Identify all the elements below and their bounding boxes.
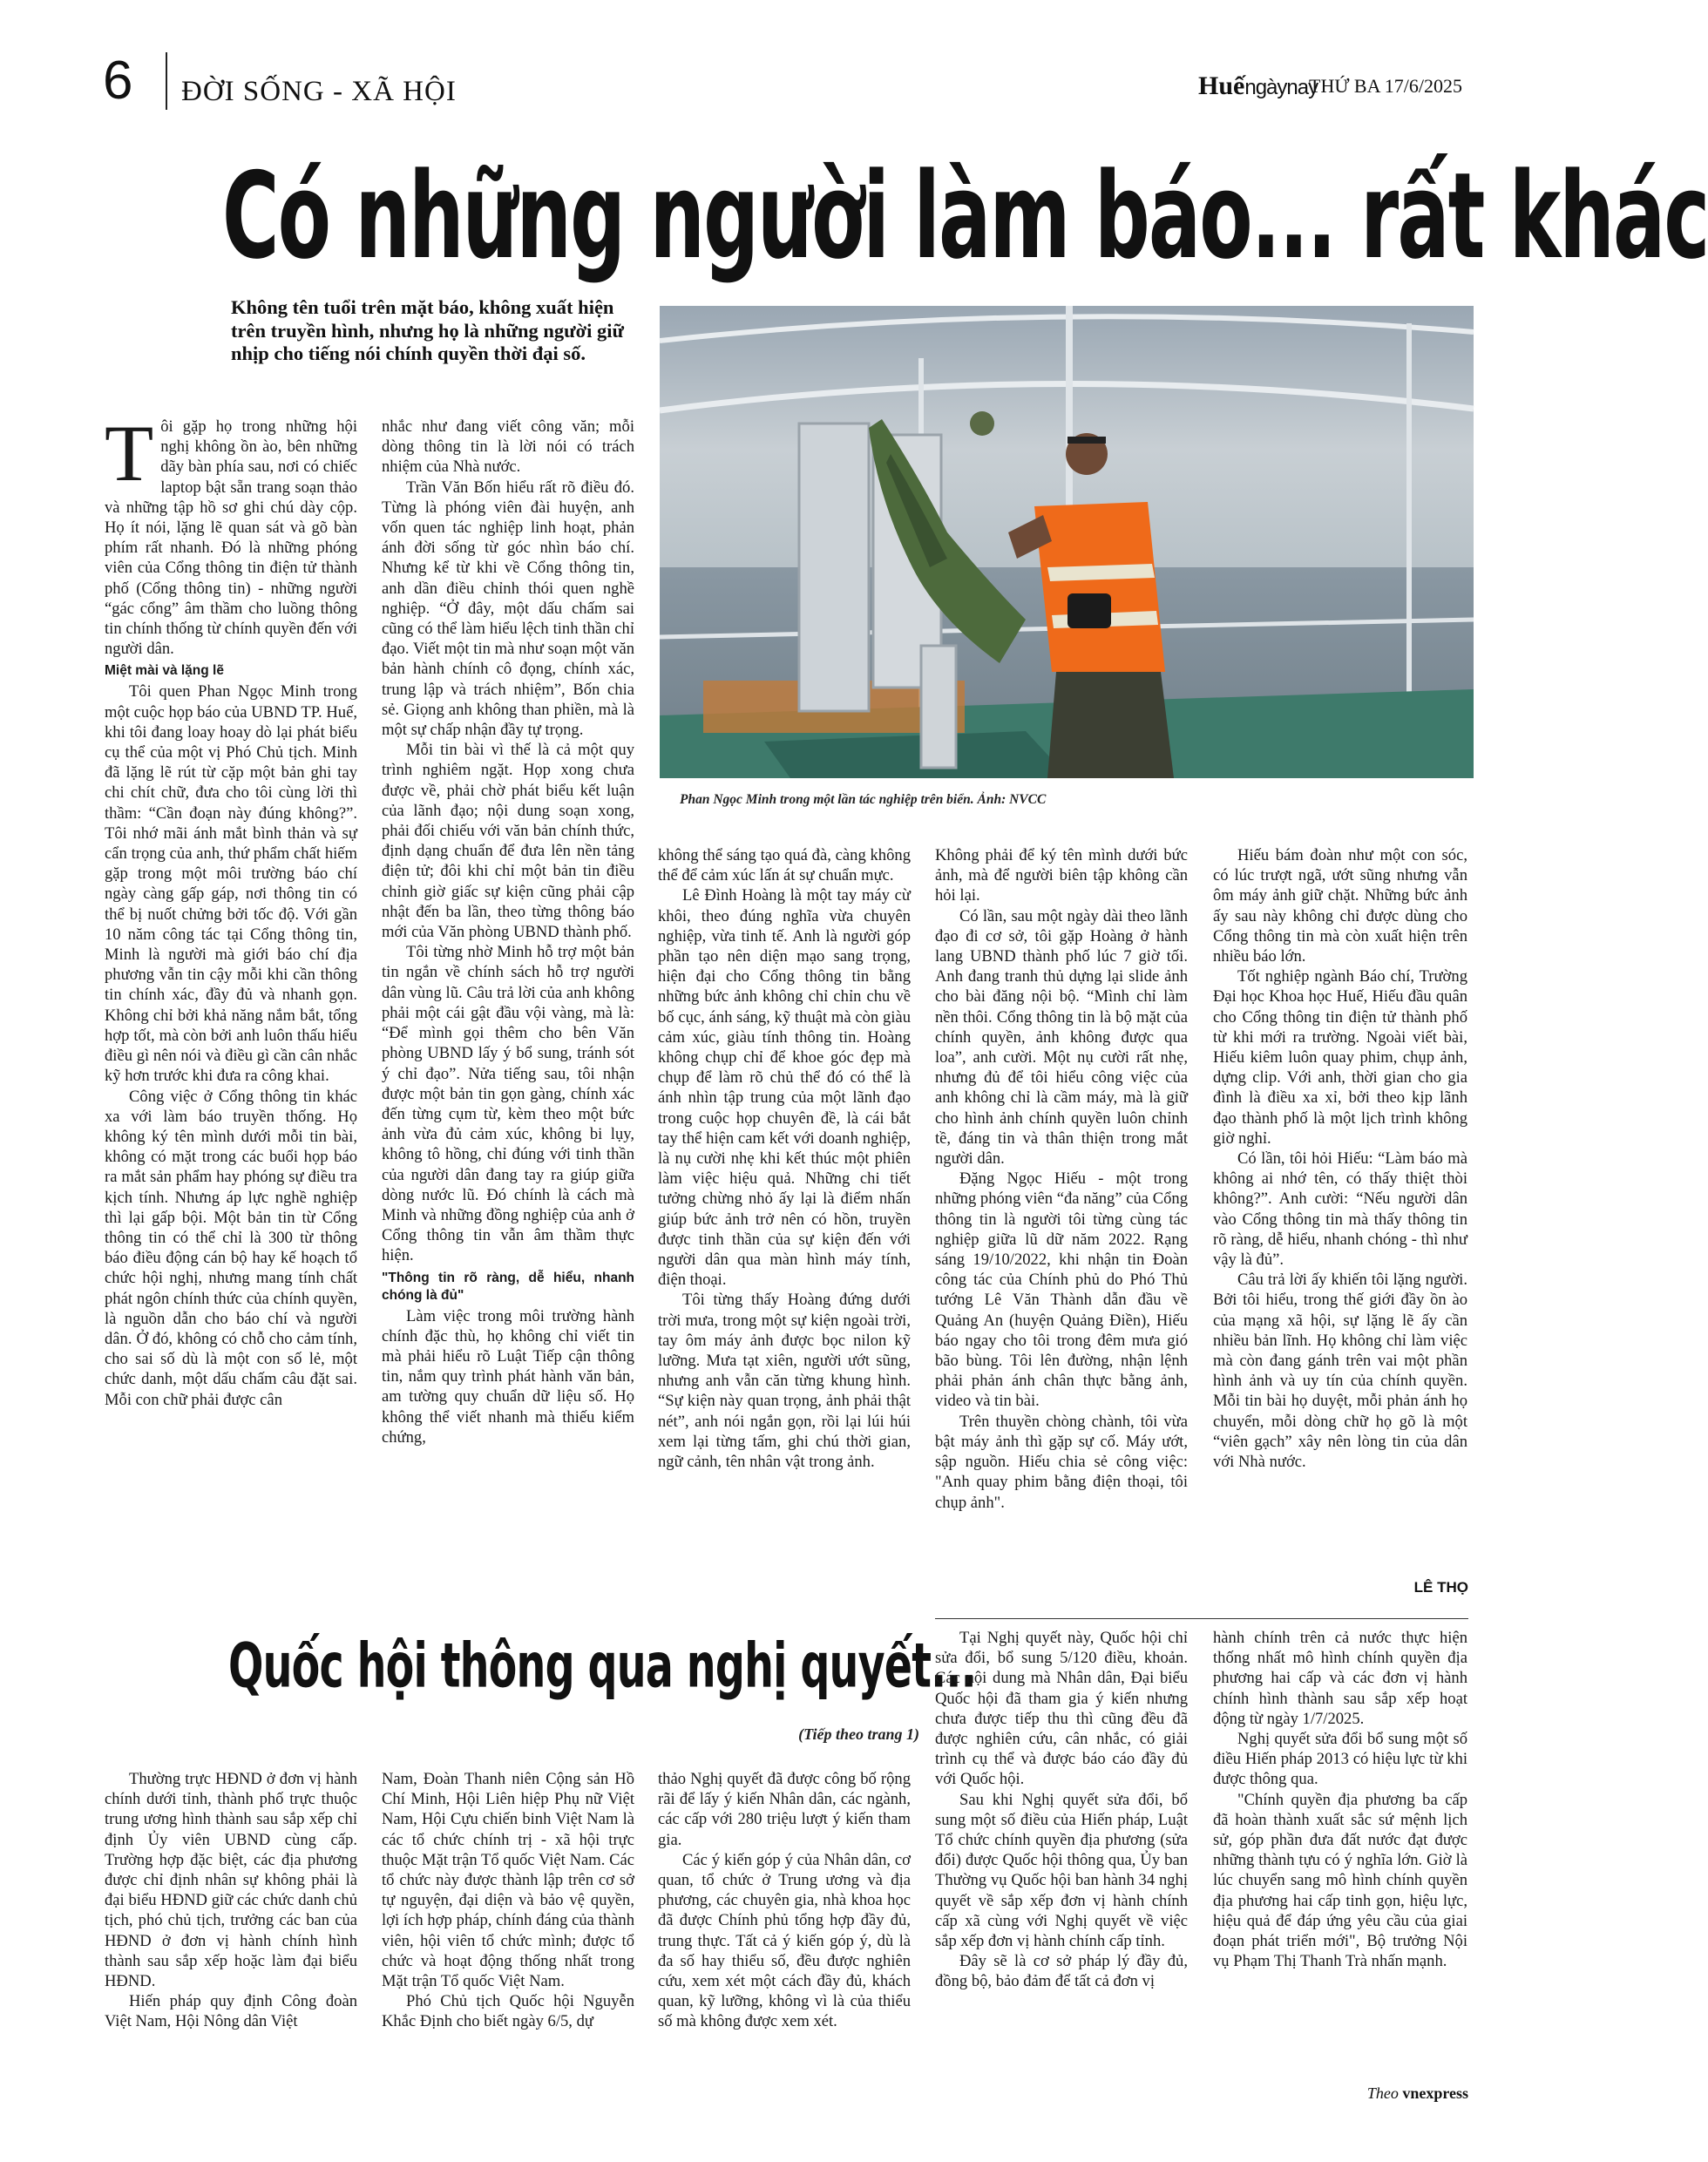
brand-hue: Huế [1198, 71, 1245, 100]
article1-col1 [105, 409, 357, 1603]
article1-col5-para2: Tốt nghiệp ngành Báo chí, Trường Đại học Khoa học Huế, Hiếu đầu quân cho Cổng thông tin điện tử thành phố từ khi mới ra trường. Ngoài viết bài, Hiếu kiêm luôn quay phim, chụp ảnh, dựng clip. Với anh, thời gian cho gia đình là điều xa xỉ, bởi theo kịp lãnh đạo thành phố là một lịch trình không giờ nghỉ. [1213, 967, 1467, 1148]
article1-col5-para3: Có lần, tôi hỏi Hiếu: “Làm báo mà không ai nhớ tên, có thấy thiệt thòi không?”. Anh cười: “Nếu người dân vào Cổng thông tin mà thấy thông tin rõ ràng, dễ hiểu, nhanh chóng - thì như vậy là đủ”. [1213, 1149, 1467, 1270]
page-number: 6 [103, 51, 133, 111]
article1-col4-para1: Không phải để ký tên mình dưới bức ảnh, mà để người biên tập không cần hỏi lại. [935, 846, 1188, 905]
article1-col1-para2: Tôi quen Phan Ngọc Minh trong một cuộc họp báo của UBND TP. Huế, khi tôi đang loay hoay dò lại phát biểu cụ thể của một vị Phó Chủ tịch. Minh đã lặng lẽ rút từ cặp một bản ghi tay chi chít chữ, đưa cho tôi cùng lời thì thầm: “Cần đoạn này đúng không?”. Tôi nhớ mãi ánh mắt bình thản và sự cẩn trọng của anh, thứ phẩm chất hiếm gặp trong một môi trường báo chí ngày càng gấp gáp, nơi thông tin có thể bị nuốt chửng bởi tốc độ. Với gần 10 năm công tác tại Cổng thông tin, Minh là người mà giới báo chí địa phương vẫn tin cậy mỗi khi cần thông tin chính xác, đầy đủ và nhanh gọn. Không chỉ bởi khả năng nắm bắt, tổng hợp tốt, mà còn bởi anh luôn thấu hiểu điều gì nên nói và điều gì cần cân nhắc kỹ hơn trước khi đưa ra công khai. [105, 682, 357, 1086]
article1-col4-para4: Trên thuyền chòng chành, tôi vừa bật máy ảnh thì gặp sự cố. Máy ướt, sập nguồn. Hiếu chia sẻ công việc: "Anh quay phim bằng điện thoại, tôi chụp ảnh". [935, 1412, 1188, 1512]
source-prefix: Theo [1366, 2084, 1399, 2102]
article1-col3-para2: Lê Đình Hoàng là một tay máy cừ khôi, theo đúng nghĩa vừa chuyên nghiệp, vừa tinh tế. Anh là người góp phần tạo nên diện mạo sang trọng, hiện đại cho Cổng thông tin bằng những bức ảnh không chỉ chỉn chu về bố cục, ánh sáng, kỹ thuật mà còn giàu cảm xúc, giàu tính thông tin. Hoàng không chụp chỉ để khoe góc đẹp mà chụp để làm rõ chủ thể đó có thể là ánh nhìn tập trung của một lãnh đạo trong cuộc họp chuyên đề, là cái bắt tay thể hiện cam kết với doanh nghiệp, là nụ cười nhẹ khi kết thúc một phiên làm việc hiệu quả. Những chi tiết tưởng chừng nhỏ ấy lại là điểm nhấn giúp bức ảnh trở nên có hồn, truyền được tinh thần của sự kiện đến với người dân qua màn hình máy tính, điện thoại. [658, 886, 911, 1290]
article2-col4-para3: Đây sẽ là cơ sở pháp lý đầy đủ, đồng bộ, bảo đảm để tất cả đơn vị [935, 1952, 1188, 1991]
article2-col5-para2: Nghị quyết sửa đổi bổ sung một số điều Hiến pháp 2013 có hiệu lực từ khi được thông qua. [1213, 1730, 1467, 1789]
article1-col2-para2: Trần Văn Bốn hiểu rất rõ điều đó. Từng là phóng viên đài huyện, anh vốn quen tác nghiệp linh hoạt, phản ánh đời sống từ góc nhìn báo chí. Nhưng kể từ khi về Cổng thông tin, anh dần điều chỉnh thói quen nghề nghiệp. “Ở đây, một dấu chấm sai cũng có thể làm hiểu lệch tinh thần chỉ đạo. Viết một tin mà như soạn một văn bản hành chính cô đọng, chính xác, trung lập và trách nhiệm”, Bốn chia sẻ. Giọng anh không than phiền, mà là một sự chấp nhận đầy tự trọng. [382, 478, 634, 740]
article1-col5-para1: Hiếu bám đoàn như một con sóc, có lúc trượt ngã, ướt sũng nhưng vẫn ôm máy ảnh giữ chặt. Những bức ảnh ấy sau này không chỉ được dùng cho Cổng thông tin mà còn xuất hiện trên nhiều báo lớn. [1213, 846, 1467, 966]
article1-col3-para1: không thể sáng tạo quá đà, càng không thể để cảm xúc lấn át sự chuẩn mực. [658, 846, 911, 885]
article1-col2-para5: Làm việc trong môi trường hành chính đặc thù, họ không chỉ viết tin mà phải hiểu rõ Luật Tiếp cận thông tin, nắm quy trình phát hành văn bản, am tường quy chuẩn dữ liệu số. Họ không thể viết nhanh mà thiếu kiểm chứng, [382, 1306, 634, 1447]
article2-col4-para2: Sau khi Nghị quyết sửa đổi, bổ sung một số điều của Hiến pháp, Luật Tổ chức chính quyền địa phương (sửa đổi) được Quốc hội thông qua, Ủy ban Thường vụ Quốc hội ban hành 34 nghị quyết về sắp xếp đơn vị hành chính cấp xã cùng với Nghị quyết về việc sắp xếp đơn vị hành chính cấp tỉnh. [935, 1790, 1188, 1951]
brand-rest: ngàynay [1244, 76, 1318, 99]
article2-col3-para2: Các ý kiến góp ý của Nhân dân, cơ quan, tổ chức ở Trung ương và địa phương, các chuyên gia, nhà khoa học đã được Chính phủ tổng hợp đầy đủ, trung thực. Tất cả ý kiến góp ý, dù là đa số hay thiểu số, đều được nghiên cứu, xem xét một cách đầy đủ, khách quan, kỹ lưỡng, không vì là của thiểu số mà không được xem xét. [658, 1850, 911, 2031]
article2-col1-para1: Thường trực HĐND ở đơn vị hành chính dưới tỉnh, thành phố trực thuộc trung ương hình thành sau sắp xếp chỉ định Ủy viên UBND cùng cấp. Trường hợp đặc biệt, các địa phương được chỉ định nhân sự không phải là đại biểu HĐND giữ các chức danh chủ tịch, phó chủ tịch, trưởng các ban của HĐND ở đơn vị hành chính hình thành sau sắp xếp hoặc làm đại biểu HĐND. [105, 1770, 357, 1991]
article2-col3-para1: thảo Nghị quyết đã được công bố rộng rãi để lấy ý kiến Nhân dân, các ngành, các cấp với 280 triệu lượt ý kiến tham gia. [658, 1770, 911, 1849]
article1-col5-para4: Câu trả lời ấy khiến tôi lặng người. Bởi tôi hiểu, trong thế giới đầy ồn ào của mạng xã hội, sự lặng lẽ ấy cần nhiều bản lĩnh. Họ không chỉ làm việc mà còn đang gánh trên vai một phần hình ảnh và uy tín của chính quyền. Mỗi tin bài họ duyệt, mỗi phản ánh họ chuyển, mỗi dòng chữ họ gõ là một “viên gạch” xây nên lòng tin của dân với Nhà nước. [1213, 1271, 1467, 1472]
article2-col5-para3: "Chính quyền địa phương ba cấp đã hoàn thành xuất sắc sứ mệnh lịch sử, góp phần đưa đất nước đạt được những thành tựu có ý nghĩa lớn. Giờ là lúc chuyển sang mô hình chính quyền địa phương hai cấp tinh gọn, hiệu lực, hiệu quả để đáp ứng yêu cầu của giai đoạn phát triển mới", Bộ trưởng Nội vụ Phạm Thị Thanh Trà nhấn mạnh. [1213, 1790, 1467, 1971]
article2-col2-para2: Phó Chủ tịch Quốc hội Nguyễn Khắc Định cho biết ngày 6/5, dự [382, 1992, 634, 2031]
article2-col5-para1: hành chính trên cả nước thực hiện thống nhất mô hình chính quyền địa phương hai cấp và các đơn vị hành chính hình thành sau sắp xếp hoạt động từ ngày 1/7/2025. [1213, 1629, 1467, 1728]
article2-headline: Quốc hội thông qua nghị quyết... [228, 1629, 976, 1702]
article1-col2-para1: nhắc như đang viết công văn; mỗi dòng thông tin là lời nói có trách nhiệm của Nhà nước. [382, 417, 634, 477]
page-header [96, 45, 1490, 115]
boat-photo-illustration [660, 306, 1474, 778]
article-separator [935, 1618, 1468, 1619]
source-name: vnexpress [1402, 2084, 1468, 2102]
article2-col1-para2: Hiến pháp quy định Công đoàn Việt Nam, Hội Nông dân Việt [105, 1992, 357, 2031]
article2-col5 [1213, 1628, 1467, 2064]
article1-col3 [658, 845, 911, 1603]
subhead-thong-tin: "Thông tin rõ ràng, dễ hiểu, nhanh chóng là đủ" [382, 1270, 634, 1303]
article1-col2-para4: Tôi từng nhờ Minh hỗ trợ một bản tin ngắn về chính sách hỗ trợ người dân vùng lũ. Câu trả lời của anh không phải một cái gật đầu vội vàng, mà là: “Để mình gọi thêm cho bên Văn phòng UBND lấy ý bổ sung, tránh sót ý chỉ đạo”. Nửa tiếng sau, tôi nhận được một bản tin gọn gàng, chính xác đến từng cụm từ, kèm theo một bức ảnh vừa đủ cảm xúc, không bi lụy, không tô hồng, chỉ đúng với tinh thần của người dân đang tay ra giúp giữa dòng nước lũ. Đó chính là cách mà Minh và những đồng nghiệp của anh ở Cổng thông tin vẫn âm thầm thực hiện. [382, 943, 634, 1265]
header-divider [166, 52, 167, 110]
article2-col2 [382, 1769, 634, 2113]
article1-col2-para3: Mỗi tin bài vì thế là cả một quy trình nghiêm ngặt. Họp xong chưa được về, phải chờ phát biểu kết luận của lãnh đạo; nội dung soạn xong, phải đối chiếu với văn bản chính thức, định dạng chuẩn để đưa lên nền tảng điện tử; đôi khi chỉ một bản tin điều chỉnh giờ giấc sự kiện cũng phải cập nhật đến ba lần, theo từng thông báo mới của Văn phòng UBND thành phố. [382, 741, 634, 942]
issue-date: THỨ BA 17/6/2025 [1309, 75, 1462, 97]
article1-headline: Có những người làm báo... rất khác [222, 146, 1708, 286]
section-title: ĐỜI SỐNG - XÃ HỘI [181, 76, 457, 107]
article1-photo [660, 306, 1474, 778]
subhead-miet-mai: Miệt mài và lặng lẽ [105, 663, 224, 679]
article2-col2-para1: Nam, Đoàn Thanh niên Cộng sản Hồ Chí Minh, Hội Liên hiệp Phụ nữ Việt Nam, Hội Cựu chiến binh Việt Nam là các tổ chức chính trị - xã hội trực thuộc Mặt trận Tổ quốc Việt Nam. Các tổ chức này được thành lập trên cơ sở tự nguyện, đại diện và bảo vệ quyền, lợi ích hợp pháp, chính đáng của thành viên, hội viên tổ chức mình; được tổ chức và hoạt động thống nhất trong Mặt trận Tổ quốc Việt Nam. [382, 1770, 634, 1991]
article2-col1 [105, 1769, 357, 2113]
article1-headline-wrap [222, 146, 1708, 292]
article1-byline: LÊ THỌ [1413, 1579, 1468, 1596]
article2-col3 [658, 1769, 911, 2113]
article2-headline-wrap [228, 1629, 976, 1710]
dropcap: T [105, 409, 154, 498]
article2-continued-note: (Tiếp theo trang 1) [798, 1725, 919, 1743]
article1-col3-para3: Tôi từng thấy Hoàng đứng dưới trời mưa, trong một sự kiện ngoài trời, tay ôm máy ảnh được bọc nilon kỹ lưỡng. Mưa tạt xiên, người ướt sũng, nhưng anh vẫn căn từng khung hình. “Sự kiện này quan trọng, ảnh phải thật nét”, anh nói ngắn gọn, rồi lại lúi húi xem lại từng tấm, ghi chú thời gian, ngữ cảnh, tên nhân vật trong ảnh. [658, 1291, 911, 1472]
article1-photo-caption: Phan Ngọc Minh trong một lần tác nghiệp trên biển. Ảnh: NVCC [680, 792, 1047, 807]
article2-source [1290, 2084, 1468, 2103]
article1-col4-para2: Có lần, sau một ngày dài theo lãnh đạo đi cơ sở, tôi gặp Hoàng ở hành lang UBND thành phố lúc 7 giờ tối. Anh đang tranh thủ dựng lại slide ảnh cho bài đăng nội bộ. “Mình chỉ làm nền thôi. Cổng thông tin là bộ mặt của chính quyền, ảnh không được qua loa”, anh cười. Một nụ cười rất nhẹ, nhưng đủ để tôi hiểu công việc của anh không chỉ là cầm máy, mà là giữ cho hình ảnh chính quyền luôn chỉnh tề, đáng tin và thân thiện trong mắt người dân. [935, 906, 1188, 1169]
article1-col4-para3: Đặng Ngọc Hiếu - một trong những phóng viên “đa năng” của Cổng thông tin là người tôi từng cùng tác nghiệp giữa lũ dữ năm 2022. Rạng sáng 19/10/2022, khi nhận tin Đoàn công tác của Chính phủ do Phó Thủ tướng Lê Văn Thành dẫn đầu về Quảng An (huyện Quảng Điền), Hiếu báo ngay cho tôi trong đêm mưa gió bão bùng. Tôi lên đường, nhận lệnh phải phản ánh chân thực bằng ảnh, video và tin bài. [935, 1169, 1188, 1411]
article1-col1-para3: Công việc ở Cổng thông tin khác xa với làm báo truyền thống. Họ không ký tên mình dưới mỗi tin bài, không có mặt trong các buổi họp báo ra mắt sản phẩm hay phóng sự điều tra kịch tính. Nhưng áp lực nghề nghiệp thì lại gấp bội. Một bản tin từ Cổng thông tin có thể chỉ là 300 từ thông báo điều động cán bộ hay kế hoạch tổ chức hội nghị, nhưng mang tính chất phát ngôn chính thức của chính quyền, là nguồn dẫn cho báo chí và người dân. Ở đó, không có chỗ cho cảm tính, cho sai số dù là một con số lẻ, một chức danh, một dấu chấm câu đặt sai. Mỗi con chữ phải được cân [105, 1087, 357, 1409]
article1-col4 [935, 845, 1188, 1603]
brand-logo [1198, 71, 1318, 101]
article1-lead: Không tên tuổi trên mặt báo, không xuất hiện trên truyền hình, nhưng họ là những người giữ nhịp cho tiếng nói chính quyền thời đại số. [231, 296, 624, 364]
article1-col5 [1213, 845, 1467, 1560]
article2-col4 [935, 1628, 1188, 2113]
article1-col1-para1: Tôi gặp họ trong những hội nghị không ồn ào, bên những dãy bàn phía sau, nơi có chiếc laptop bật sẵn trang soạn thảo và những tập hồ sơ ghi chú dày cộp. Họ ít nói, lặng lẽ quan sát và gõ bàn phím rất nhanh. Đó là những phóng viên của Cổng thông tin điện tử thành phố (Cổng thông tin) - những người “gác cổng” âm thầm cho luồng thông tin chính thống từ chính quyền đến với người dân. [105, 409, 357, 659]
article1-col2 [382, 417, 634, 1603]
article2-col4-para1: Tại Nghị quyết này, Quốc hội chỉ sửa đổi, bổ sung 5/120 điều, khoản. Các nội dung mà Nhân dân, Đại biểu Quốc hội đã tham gia ý kiến nhưng chưa được tiếp thu thì cũng đều đã được nghiên cứu, cân nhắc, có giải trình cụ thể và được báo cáo đầy đủ với Quốc hội. [935, 1629, 1188, 1789]
